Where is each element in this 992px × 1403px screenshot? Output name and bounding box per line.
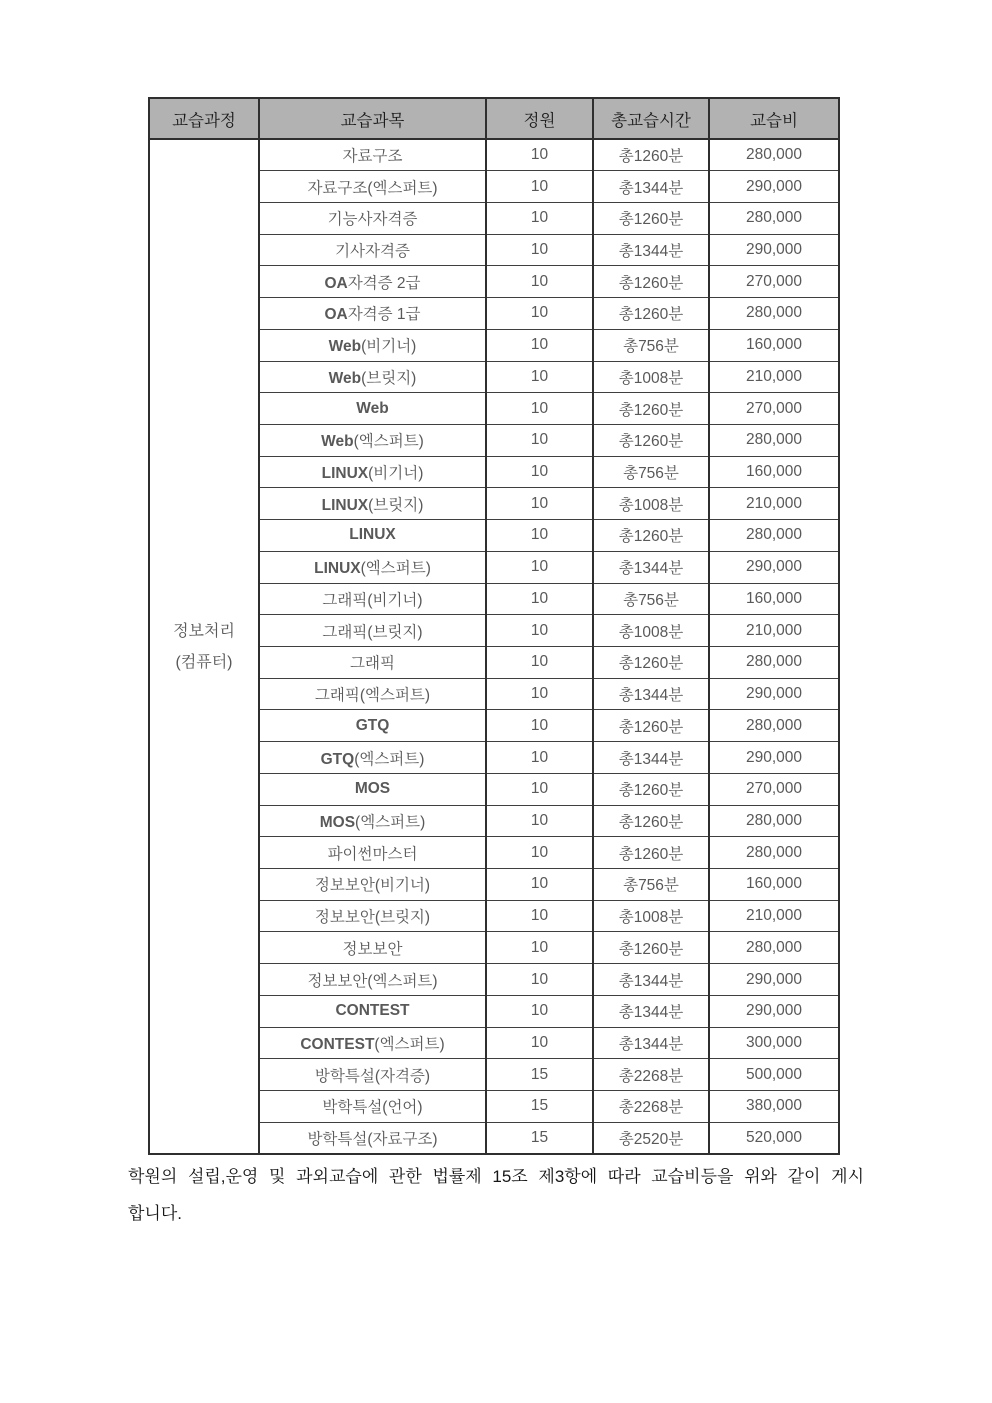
cell-capacity: 10 <box>486 773 593 805</box>
cell-fee: 160,000 <box>709 456 839 488</box>
cell-subject: Web(비기너) <box>259 329 486 361</box>
cell-hours: 총756분 <box>593 869 709 901</box>
cell-capacity: 10 <box>486 995 593 1027</box>
cell-hours: 총1008분 <box>593 615 709 647</box>
table-body <box>149 139 839 1154</box>
cell-hours: 총756분 <box>593 456 709 488</box>
cell-capacity: 10 <box>486 171 593 203</box>
cell-fee: 280,000 <box>709 805 839 837</box>
cell-fee: 290,000 <box>709 171 839 203</box>
cell-subject: CONTEST(엑스퍼트) <box>259 1027 486 1059</box>
col-header-fee: 교습비 <box>709 98 839 139</box>
cell-subject: LINUX(비기너) <box>259 456 486 488</box>
cell-fee: 160,000 <box>709 329 839 361</box>
cell-subject: LINUX(엑스퍼트) <box>259 551 486 583</box>
cell-subject: OA자격증 2급 <box>259 266 486 298</box>
cell-fee: 290,000 <box>709 551 839 583</box>
footer-note <box>128 1158 864 1232</box>
col-header-hours: 총교습시간 <box>593 98 709 139</box>
cell-capacity: 10 <box>486 139 593 171</box>
cell-capacity: 15 <box>486 1122 593 1154</box>
cell-capacity: 10 <box>486 202 593 234</box>
cell-capacity: 15 <box>486 1059 593 1091</box>
cell-fee: 270,000 <box>709 773 839 805</box>
cell-capacity: 10 <box>486 900 593 932</box>
cell-capacity: 10 <box>486 329 593 361</box>
course-group-sub: (컴퓨터) <box>175 653 233 671</box>
cell-fee: 160,000 <box>709 869 839 901</box>
cell-fee: 280,000 <box>709 932 839 964</box>
cell-subject: 자료구조(엑스퍼트) <box>259 171 486 203</box>
cell-hours: 총1344분 <box>593 1027 709 1059</box>
cell-subject: 그래픽(엑스퍼트) <box>259 678 486 710</box>
cell-fee: 210,000 <box>709 488 839 520</box>
cell-capacity: 10 <box>486 805 593 837</box>
cell-fee: 270,000 <box>709 266 839 298</box>
cell-hours: 총756분 <box>593 583 709 615</box>
cell-fee: 280,000 <box>709 298 839 330</box>
cell-subject: GTQ <box>259 710 486 742</box>
cell-fee: 280,000 <box>709 837 839 869</box>
cell-capacity: 10 <box>486 615 593 647</box>
cell-hours: 총1260분 <box>593 710 709 742</box>
footer-note-line2: 합니다. <box>128 1204 182 1223</box>
cell-subject: 그래픽(비기너) <box>259 583 486 615</box>
cell-subject: 기능사자격증 <box>259 202 486 234</box>
cell-fee: 270,000 <box>709 393 839 425</box>
cell-capacity: 10 <box>486 424 593 456</box>
cell-subject: 정보보안 <box>259 932 486 964</box>
cell-subject: 기사자격증 <box>259 234 486 266</box>
cell-hours: 총1008분 <box>593 900 709 932</box>
cell-subject: 그래픽(브릿지) <box>259 615 486 647</box>
header-row <box>149 98 839 139</box>
cell-subject: 정보보안(엑스퍼트) <box>259 964 486 996</box>
cell-capacity: 10 <box>486 932 593 964</box>
cell-hours: 총756분 <box>593 329 709 361</box>
cell-capacity: 10 <box>486 488 593 520</box>
cell-capacity: 10 <box>486 869 593 901</box>
cell-fee: 280,000 <box>709 520 839 552</box>
cell-subject: 그래픽 <box>259 647 486 679</box>
table-header <box>149 98 839 139</box>
cell-fee: 290,000 <box>709 995 839 1027</box>
footer-note-line1: 학원의 설립,운영 및 과외교습에 관한 법률제 15조 제3항에 따라 교습비등을 위와 같이 게시 <box>128 1167 864 1186</box>
cell-fee: 500,000 <box>709 1059 839 1091</box>
cell-subject: LINUX <box>259 520 486 552</box>
cell-hours: 총1344분 <box>593 742 709 774</box>
cell-hours: 총1260분 <box>593 424 709 456</box>
cell-hours: 총1260분 <box>593 139 709 171</box>
cell-fee: 520,000 <box>709 1122 839 1154</box>
cell-subject: CONTEST <box>259 995 486 1027</box>
cell-subject: 파이썬마스터 <box>259 837 486 869</box>
cell-hours: 총1008분 <box>593 361 709 393</box>
cell-capacity: 10 <box>486 520 593 552</box>
cell-hours: 총1260분 <box>593 266 709 298</box>
cell-fee: 280,000 <box>709 202 839 234</box>
cell-subject: Web(엑스퍼트) <box>259 424 486 456</box>
cell-hours: 총1344분 <box>593 964 709 996</box>
cell-subject: 방학특설(자격증) <box>259 1059 486 1091</box>
cell-capacity: 10 <box>486 298 593 330</box>
cell-fee: 290,000 <box>709 964 839 996</box>
cell-hours: 총1344분 <box>593 171 709 203</box>
cell-subject: 방학특설(자료구조) <box>259 1122 486 1154</box>
cell-subject: MOS <box>259 773 486 805</box>
cell-capacity: 10 <box>486 710 593 742</box>
cell-fee: 380,000 <box>709 1091 839 1123</box>
cell-capacity: 10 <box>486 678 593 710</box>
cell-fee: 280,000 <box>709 710 839 742</box>
cell-hours: 총1344분 <box>593 551 709 583</box>
cell-subject: Web(브릿지) <box>259 361 486 393</box>
cell-capacity: 10 <box>486 964 593 996</box>
cell-hours: 총2520분 <box>593 1122 709 1154</box>
cell-hours: 총1260분 <box>593 932 709 964</box>
cell-hours: 총1260분 <box>593 393 709 425</box>
cell-fee: 280,000 <box>709 647 839 679</box>
cell-capacity: 10 <box>486 266 593 298</box>
cell-capacity: 10 <box>486 837 593 869</box>
cell-fee: 280,000 <box>709 139 839 171</box>
cell-subject: 정보보안(비기너) <box>259 869 486 901</box>
cell-subject: MOS(엑스퍼트) <box>259 805 486 837</box>
cell-hours: 총1260분 <box>593 298 709 330</box>
cell-fee: 210,000 <box>709 615 839 647</box>
course-group-name: 정보처리 <box>173 622 235 640</box>
cell-capacity: 10 <box>486 456 593 488</box>
col-header-capacity: 정원 <box>486 98 593 139</box>
cell-capacity: 10 <box>486 234 593 266</box>
cell-fee: 300,000 <box>709 1027 839 1059</box>
cell-hours: 총2268분 <box>593 1091 709 1123</box>
cell-capacity: 10 <box>486 583 593 615</box>
cell-subject: 박학특설(언어) <box>259 1091 486 1123</box>
cell-hours: 총1260분 <box>593 773 709 805</box>
table-row <box>149 139 839 171</box>
cell-capacity: 15 <box>486 1091 593 1123</box>
cell-fee: 290,000 <box>709 678 839 710</box>
cell-fee: 210,000 <box>709 361 839 393</box>
cell-capacity: 10 <box>486 551 593 583</box>
cell-hours: 총1344분 <box>593 234 709 266</box>
col-header-subject: 교습과목 <box>259 98 486 139</box>
cell-fee: 160,000 <box>709 583 839 615</box>
cell-hours: 총1260분 <box>593 647 709 679</box>
tuition-table <box>148 97 840 1155</box>
cell-hours: 총2268분 <box>593 1059 709 1091</box>
cell-hours: 총1260분 <box>593 202 709 234</box>
cell-fee: 290,000 <box>709 742 839 774</box>
cell-hours: 총1344분 <box>593 678 709 710</box>
cell-capacity: 10 <box>486 1027 593 1059</box>
cell-subject: LINUX(브릿지) <box>259 488 486 520</box>
course-group-cell <box>149 139 259 1154</box>
cell-hours: 총1008분 <box>593 488 709 520</box>
cell-capacity: 10 <box>486 742 593 774</box>
cell-subject: Web <box>259 393 486 425</box>
cell-capacity: 10 <box>486 361 593 393</box>
cell-hours: 총1260분 <box>593 837 709 869</box>
cell-hours: 총1260분 <box>593 805 709 837</box>
cell-fee: 280,000 <box>709 424 839 456</box>
cell-fee: 210,000 <box>709 900 839 932</box>
cell-subject: GTQ(엑스퍼트) <box>259 742 486 774</box>
cell-subject: 정보보안(브릿지) <box>259 900 486 932</box>
cell-hours: 총1260분 <box>593 520 709 552</box>
cell-capacity: 10 <box>486 647 593 679</box>
cell-capacity: 10 <box>486 393 593 425</box>
cell-subject: OA자격증 1급 <box>259 298 486 330</box>
cell-subject: 자료구조 <box>259 139 486 171</box>
col-header-course: 교습과정 <box>149 98 259 139</box>
cell-fee: 290,000 <box>709 234 839 266</box>
cell-hours: 총1344분 <box>593 995 709 1027</box>
